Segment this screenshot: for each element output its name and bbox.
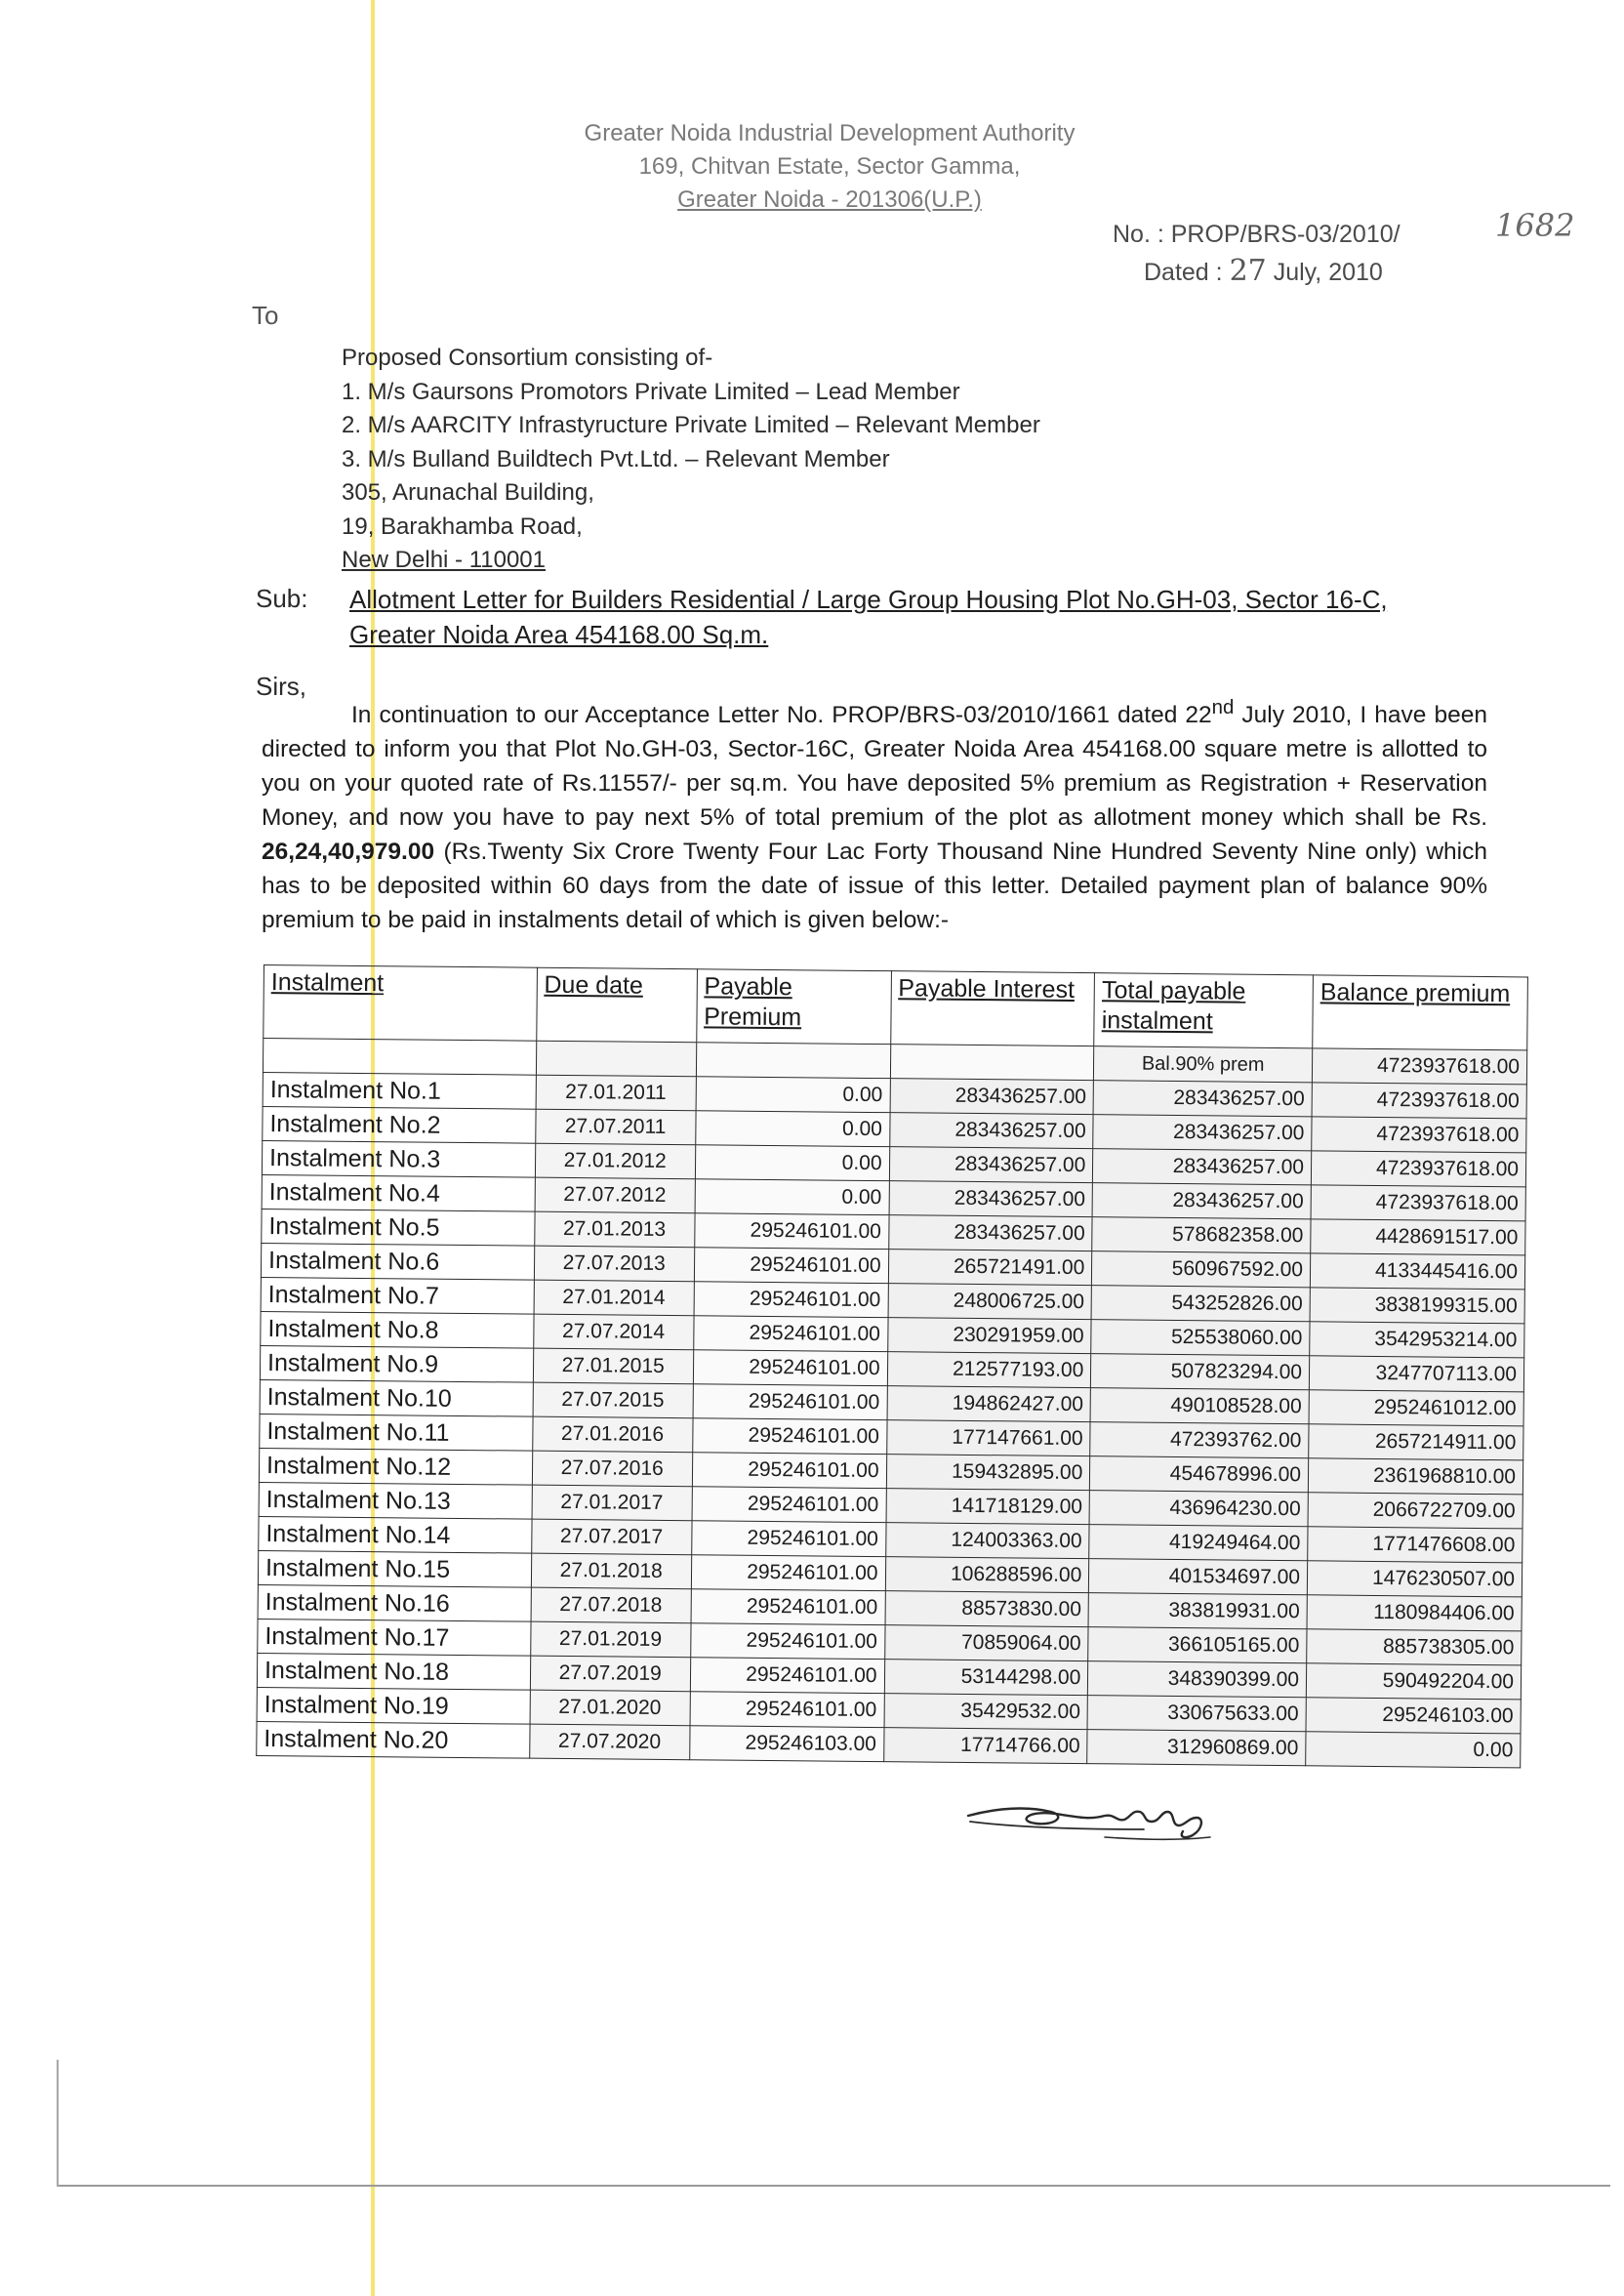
body-part-1: In continuation to our Acceptance Letter No. PROP/BRS-03/2010/1661 dated 22 [351, 702, 1212, 729]
total-payable-cell: 560967592.00 [1092, 1251, 1311, 1288]
balance-premium-cell: 4428691517.00 [1311, 1219, 1525, 1255]
due-date-cell: 27.01.2013 [534, 1211, 694, 1248]
reference-number: No. : PROP/BRS-03/2010/ [1113, 221, 1401, 248]
instalment-name-cell: Instalment No.1 [263, 1072, 536, 1109]
instalment-name-cell: Instalment No.5 [262, 1209, 535, 1246]
table-cell [263, 1039, 536, 1076]
total-payable-cell: 283436257.00 [1093, 1081, 1312, 1117]
letterhead-city: Greater Noida - 201306(U.P.) [677, 186, 982, 213]
balance-premium-cell: 3838199315.00 [1310, 1288, 1524, 1324]
payable-premium-cell: 295246101.00 [691, 1555, 885, 1591]
addressee-line: 2. M/s AARCITY Infrastyructure Private Limited – Relevant Member [342, 412, 1040, 438]
balance-premium-cell: 4723937618.00 [1312, 1083, 1526, 1119]
due-date-cell: 27.07.2016 [532, 1451, 692, 1487]
instalment-name-cell: Instalment No.11 [260, 1414, 533, 1451]
instalment-name-cell: Instalment No.13 [259, 1482, 532, 1519]
total-payable-cell: 543252826.00 [1091, 1286, 1310, 1322]
due-date-cell: 27.01.2016 [532, 1416, 692, 1453]
addressee-line: 1. M/s Gaursons Promotors Private Limited – Lead Member [342, 378, 960, 405]
balance-premium-cell: 590492204.00 [1306, 1663, 1521, 1700]
due-date-cell: 27.01.2015 [533, 1348, 693, 1384]
instalment-name-cell: Instalment No.4 [262, 1174, 535, 1211]
total-payable-cell: 436964230.00 [1089, 1491, 1308, 1527]
subject-text: Allotment Letter for Builders Residential / Large Group Housing Plot No.GH-03, Sector 16-C, Greater Noida Area 454168.00 Sq.m. [349, 585, 1388, 649]
total-payable-cell: 419249464.00 [1089, 1525, 1308, 1561]
payable-premium-cell: 295246101.00 [693, 1316, 887, 1352]
due-date-cell: 27.07.2013 [534, 1246, 694, 1282]
payable-premium-cell: 295246101.00 [692, 1487, 886, 1523]
due-date-cell: 27.01.2018 [531, 1553, 691, 1589]
payable-premium-cell: 0.00 [695, 1111, 889, 1147]
total-payable-cell: 283436257.00 [1092, 1183, 1311, 1219]
total-payable-cell: 383819931.00 [1088, 1593, 1307, 1629]
body-part-3: (Rs.Twenty Six Crore Twenty Four Lac Forty Thousand Nine Hundred Seventy Nine only) which has to be deposited within 60 days from the date of issue of this letter. Detailed payment plan of balance 90% premium to be paid in instalments detail of which is given below:- [262, 839, 1487, 934]
page-edge-left [57, 2060, 59, 2187]
balance-premium-cell: 295246103.00 [1306, 1698, 1521, 1734]
payable-premium-cell: 295246101.00 [694, 1213, 888, 1250]
due-date-cell: 27.01.2020 [530, 1690, 690, 1726]
balance-premium-cell: 4723937618.00 [1312, 1117, 1526, 1153]
instalment-name-cell: Instalment No.2 [263, 1106, 536, 1143]
instalment-name-cell: Instalment No.18 [257, 1653, 530, 1690]
due-date-cell: 27.01.2017 [532, 1485, 692, 1521]
balance-premium-cell: 4723937618.00 [1311, 1185, 1525, 1221]
total-payable-cell: 525538060.00 [1091, 1320, 1310, 1356]
instalment-name-cell: Instalment No.20 [257, 1721, 530, 1758]
payable-interest-cell: 283436257.00 [889, 1181, 1093, 1217]
instalment-name-cell: Instalment No.19 [257, 1687, 530, 1724]
salutation: Sirs, [256, 672, 306, 701]
body-paragraph [262, 691, 1487, 937]
balance-premium-cell: 2066722709.00 [1308, 1493, 1522, 1529]
balance-premium-cell: 2952461012.00 [1309, 1390, 1523, 1426]
payable-premium-cell: 295246101.00 [692, 1453, 886, 1489]
payable-interest-cell: 106288596.00 [885, 1557, 1089, 1593]
table-cell [890, 1045, 1094, 1081]
addressee-line: 19, Barakhamba Road, [342, 512, 583, 540]
due-date-cell: 27.07.2014 [533, 1314, 693, 1350]
dated-month-year: July, 2010 [1273, 259, 1383, 286]
payable-interest-cell: 212577193.00 [887, 1352, 1091, 1388]
instalment-name-cell: Instalment No.3 [262, 1140, 535, 1177]
header-payable-interest: Payable Interest [890, 971, 1094, 1046]
payable-premium-cell: 295246101.00 [690, 1658, 884, 1694]
header-due-date: Due date [536, 967, 697, 1043]
addressee-block [342, 342, 1040, 578]
payable-interest-cell: 283436257.00 [889, 1147, 1093, 1183]
letterhead-address: 169, Chitvan Estate, Sector Gamma, [638, 153, 1021, 180]
payable-premium-cell: 295246101.00 [690, 1623, 884, 1660]
balance-premium-cell: 3542953214.00 [1310, 1322, 1524, 1358]
payable-interest-cell: 283436257.00 [890, 1079, 1094, 1115]
instalment-name-cell: Instalment No.12 [259, 1448, 532, 1485]
header-instalment: Instalment [264, 965, 537, 1042]
instalment-name-cell: Instalment No.16 [258, 1584, 531, 1621]
total-payable-cell: 472393762.00 [1090, 1422, 1309, 1458]
instalment-name-cell: Instalment No.9 [260, 1345, 533, 1382]
payable-premium-cell: 0.00 [695, 1145, 889, 1181]
total-payable-cell: 490108528.00 [1090, 1388, 1309, 1424]
total-payable-cell: 348390399.00 [1088, 1661, 1307, 1698]
letterhead-org: Greater Noida Industrial Development Authority [584, 120, 1076, 146]
payable-premium-cell: 295246101.00 [691, 1589, 885, 1625]
to-label: To [252, 301, 279, 330]
total-payable-cell: 283436257.00 [1093, 1115, 1312, 1151]
dated-day: 27 [1229, 254, 1267, 288]
instalment-name-cell: Instalment No.6 [261, 1243, 534, 1280]
total-payable-cell: 366105165.00 [1088, 1627, 1307, 1663]
total-payable-cell: 578682358.00 [1092, 1217, 1311, 1253]
payable-interest-cell: 248006725.00 [888, 1284, 1092, 1320]
payable-premium-cell: 295246101.00 [693, 1384, 887, 1420]
due-date-cell: 27.07.2019 [530, 1656, 690, 1692]
due-date-cell: 27.07.2012 [535, 1177, 695, 1213]
due-date-cell: 27.01.2012 [535, 1143, 695, 1179]
balance-premium-cell: 0.00 [1306, 1732, 1521, 1768]
letterhead [390, 117, 1269, 217]
instalment-name-cell: Instalment No.7 [261, 1277, 534, 1314]
payable-premium-cell: 295246101.00 [692, 1418, 886, 1455]
payable-interest-cell: 283436257.00 [889, 1113, 1093, 1149]
due-date-cell: 27.01.2011 [536, 1075, 696, 1111]
balance-premium-cell: 2361968810.00 [1308, 1458, 1522, 1495]
payable-interest-cell: 265721491.00 [888, 1250, 1092, 1286]
payable-interest-cell: 177147661.00 [886, 1420, 1090, 1456]
dated-label: Dated : [1144, 259, 1223, 286]
payable-premium-cell: 295246103.00 [689, 1726, 883, 1762]
balance-premium-cell: 2657214911.00 [1309, 1424, 1523, 1460]
instalment-name-cell: Instalment No.14 [259, 1516, 532, 1553]
subject-label: Sub: [256, 584, 308, 613]
payable-interest-cell: 17714766.00 [883, 1728, 1087, 1764]
total-payable-cell: 330675633.00 [1087, 1696, 1306, 1732]
body-superscript: nd [1211, 697, 1235, 718]
instalment-name-cell: Instalment No.17 [258, 1619, 531, 1656]
instalment-name-cell: Instalment No.15 [258, 1550, 531, 1587]
header-total-payable: Total payable instalment [1094, 973, 1313, 1048]
balance-premium-cell: 3247707113.00 [1309, 1356, 1523, 1392]
table-cell [536, 1041, 696, 1077]
balance-premium-cell: 1476230507.00 [1307, 1561, 1522, 1597]
addressee-line: 305, Arunachal Building, [342, 479, 594, 506]
balance-premium-cell: 1771476608.00 [1308, 1527, 1522, 1563]
payable-interest-cell: 124003363.00 [885, 1523, 1089, 1559]
header-payable-premium: Payable Premium [696, 969, 891, 1045]
due-date-cell: 27.07.2018 [531, 1587, 691, 1623]
opening-balance-label: Bal.90% prem [1094, 1046, 1313, 1083]
table-cell [696, 1043, 890, 1079]
due-date-cell: 27.01.2014 [534, 1280, 694, 1316]
payable-premium-cell: 0.00 [696, 1077, 890, 1113]
allotment-amount: 26,24,40,979.00 [262, 839, 435, 866]
balance-premium-cell: 4133445416.00 [1310, 1253, 1524, 1290]
signature [958, 1779, 1232, 1857]
header-balance-premium: Balance premium [1313, 975, 1528, 1050]
body-part-2: July 2010, I have been directed to inform you that Plot No.GH-03, Sector-16C, Greater Noida Area 454168.00 square metre is allotted to you on your quoted rate of Rs.11557/- per sq.m. You have deposited 5% premium as Registration + Reservation Money, and now you have to pay next 5% of total premium of the plot as allotment money which shall be Rs. [262, 702, 1487, 832]
due-date-cell: 27.07.2015 [533, 1382, 693, 1418]
payable-premium-cell: 295246101.00 [694, 1248, 888, 1284]
due-date-cell: 27.01.2019 [530, 1621, 690, 1658]
page-edge-bottom [59, 2185, 1610, 2187]
total-payable-cell: 507823294.00 [1091, 1354, 1310, 1390]
payable-premium-cell: 295246101.00 [691, 1521, 885, 1557]
addressee-line: New Delhi - 110001 [342, 547, 547, 573]
instalment-name-cell: Instalment No.10 [260, 1379, 533, 1416]
balance-premium-cell: 4723937618.00 [1311, 1151, 1525, 1187]
payable-premium-cell: 0.00 [695, 1179, 889, 1215]
payable-interest-cell: 70859064.00 [884, 1625, 1088, 1661]
due-date-cell: 27.07.2017 [531, 1519, 691, 1555]
payable-interest-cell: 194862427.00 [887, 1386, 1091, 1422]
handwritten-number: 1682 [1495, 207, 1575, 244]
payable-interest-cell: 88573830.00 [885, 1591, 1089, 1627]
table-header-row [264, 965, 1528, 1050]
signature-scribble-icon [958, 1779, 1232, 1857]
opening-balance-value: 4723937618.00 [1312, 1048, 1526, 1085]
due-date-cell: 27.07.2011 [535, 1109, 695, 1145]
payable-interest-cell: 53144298.00 [884, 1660, 1088, 1696]
date-line [1144, 254, 1383, 288]
due-date-cell: 27.07.2020 [529, 1724, 689, 1760]
payable-interest-cell: 230291959.00 [887, 1318, 1091, 1354]
instalment-name-cell: Instalment No.8 [261, 1311, 534, 1348]
payable-premium-cell: 295246101.00 [693, 1350, 887, 1386]
addressee-line: 3. M/s Bulland Buildtech Pvt.Ltd. – Relevant Member [342, 445, 890, 472]
total-payable-cell: 312960869.00 [1087, 1730, 1306, 1766]
balance-premium-cell: 885738305.00 [1307, 1629, 1522, 1665]
total-payable-cell: 283436257.00 [1093, 1149, 1312, 1185]
balance-premium-cell: 1180984406.00 [1307, 1595, 1522, 1631]
payable-premium-cell: 295246101.00 [694, 1282, 888, 1318]
payable-premium-cell: 295246101.00 [690, 1692, 884, 1728]
payable-interest-cell: 35429532.00 [884, 1694, 1088, 1730]
payable-interest-cell: 283436257.00 [888, 1215, 1092, 1251]
payable-interest-cell: 141718129.00 [886, 1489, 1090, 1525]
instalment-table [256, 964, 1528, 1768]
addressee-line: Proposed Consortium consisting of- [342, 345, 713, 371]
payable-interest-cell: 159432895.00 [886, 1455, 1090, 1491]
total-payable-cell: 454678996.00 [1090, 1456, 1309, 1493]
total-payable-cell: 401534697.00 [1089, 1559, 1308, 1595]
